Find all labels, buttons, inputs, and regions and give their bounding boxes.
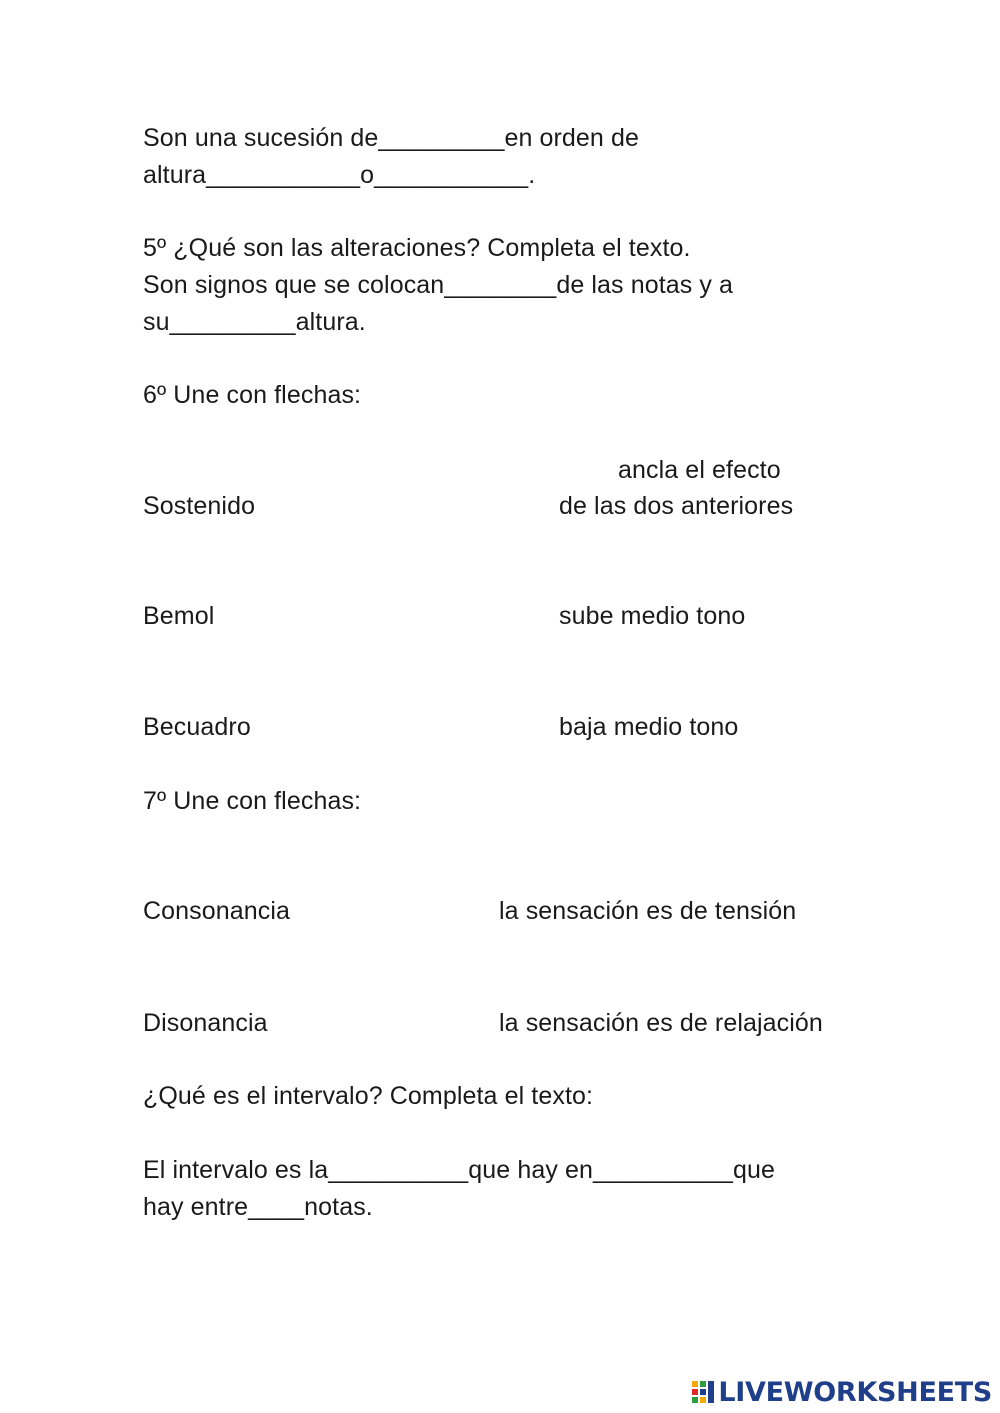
q7-right-item-1: la sensación es de tensión — [499, 897, 797, 925]
liveworksheets-logo-text: LIVEWORKSHEETS — [718, 1377, 992, 1408]
question-5-title: 5º ¿Qué son las alteraciones? Completa el texto. — [143, 234, 691, 262]
q6-right-item-1: de las dos anteriores — [559, 492, 794, 520]
q6-right-top-line: ancla el efecto — [618, 456, 781, 484]
interval-line-2: hay entre____notas. — [143, 1193, 373, 1221]
q7-right-item-2: la sensación es de relajación — [499, 1009, 823, 1037]
liveworksheets-logo[interactable] — [691, 1376, 992, 1410]
q6-left-item-sostenido: Sostenido — [143, 492, 256, 520]
scale-fill-line-1: Son una sucesión de_________en orden de — [143, 124, 639, 152]
question-6-title: 6º Une con flechas: — [143, 381, 362, 409]
question-5-line-2: su_________altura. — [143, 308, 366, 336]
q6-right-item-2: sube medio tono — [559, 602, 746, 630]
q6-left-item-bemol: Bemol — [143, 602, 215, 630]
liveworksheets-logo-icon — [691, 1379, 715, 1407]
q6-right-item-3: baja medio tono — [559, 713, 739, 741]
scale-fill-line-2: altura___________o___________. — [143, 161, 536, 189]
q7-left-item-consonancia: Consonancia — [143, 897, 291, 925]
interval-line-1: El intervalo es la__________que hay en__________que — [143, 1156, 776, 1184]
interval-question-title: ¿Qué es el intervalo? Completa el texto: — [143, 1082, 594, 1110]
question-5-line-1: Son signos que se colocan________de las notas y a — [143, 271, 734, 299]
q7-left-item-disonancia: Disonancia — [143, 1009, 268, 1037]
question-7-title: 7º Une con flechas: — [143, 787, 362, 815]
q6-left-item-becuadro: Becuadro — [143, 713, 251, 741]
